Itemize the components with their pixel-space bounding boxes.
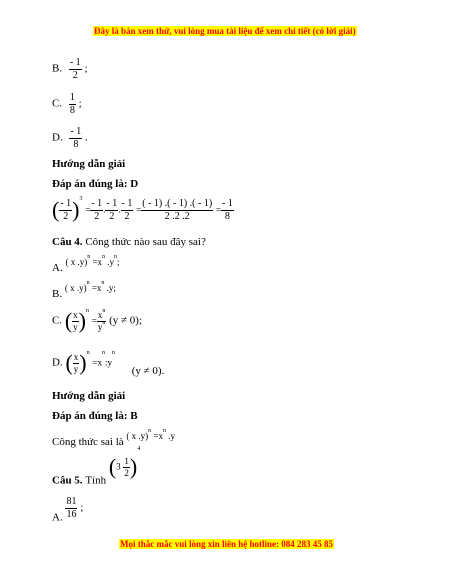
option-c — [52, 92, 82, 116]
exponent: n — [87, 254, 91, 260]
dot-operator: . — [103, 204, 106, 215]
var-y: y — [79, 257, 85, 267]
equals-sign: = — [153, 431, 159, 441]
numerator: 1 — [124, 456, 129, 467]
dot-operator: . — [107, 257, 110, 267]
question-5 — [52, 446, 141, 487]
dot-operator: . — [168, 431, 171, 441]
left-paren: ( — [64, 308, 73, 333]
q4-option-d — [52, 350, 165, 377]
numerator: - 1 — [106, 198, 118, 209]
denominator: 2 — [124, 467, 129, 478]
denominator — [97, 319, 107, 332]
exponent: n — [102, 308, 106, 315]
var-y: y — [140, 431, 146, 441]
solution-heading: Hướng dẫn giải — [52, 158, 126, 170]
denominator: 8 — [69, 104, 75, 116]
var-x: x — [158, 431, 163, 441]
question-4 — [52, 236, 206, 248]
denominator: 2 — [72, 69, 78, 81]
exponent: n — [148, 428, 152, 434]
question-label: Câu 5. — [52, 474, 83, 487]
punctuation: ; — [84, 62, 88, 75]
numerator: x — [73, 310, 78, 321]
exponent: n — [86, 308, 89, 314]
denominator: 2 — [63, 210, 69, 222]
var-x: x — [96, 283, 102, 293]
option-label: B. — [52, 62, 63, 75]
left-paren: ( — [65, 350, 73, 375]
var-x: x — [70, 257, 76, 267]
question-label: Câu 4. — [52, 236, 83, 248]
dot-operator: . — [138, 431, 141, 441]
q4-option-c — [52, 310, 142, 332]
option-label: B. — [52, 288, 63, 300]
numerator: x — [73, 352, 79, 363]
question-text: Công thức nào sau đây sai? — [85, 236, 206, 248]
var-x: x — [97, 310, 103, 321]
option-label: D. — [52, 356, 63, 369]
denominator: 16 — [66, 508, 77, 520]
equals-sign: = — [92, 257, 98, 267]
formula: ( x $.y)^n =x^n$ .y; — [64, 280, 116, 293]
equals-sign: = — [91, 283, 97, 293]
exponent: n — [102, 319, 106, 326]
exponent: n — [101, 280, 105, 286]
numerator: - 1 — [91, 198, 103, 209]
var-y: y — [109, 257, 115, 267]
fraction — [97, 310, 107, 332]
q4-option-a — [52, 256, 120, 274]
exponent: 3 — [79, 196, 83, 202]
condition: (y ≠ 0); — [109, 314, 142, 327]
denominator: 2 .2 .2 — [164, 210, 190, 222]
var-y: y — [108, 283, 114, 293]
option-label: A. — [52, 262, 63, 274]
option-label: C. — [52, 97, 63, 110]
whole-part: 3 — [116, 461, 121, 472]
fraction — [90, 198, 106, 222]
wrong-formula-text: Công thức sai là — [52, 436, 124, 448]
question-text: Tính — [85, 474, 107, 487]
formula: ( x $.y)^n =x^n$ $.y^n$; — [65, 254, 120, 267]
q5-option-a — [52, 496, 83, 524]
numerator: - 1 — [60, 198, 72, 209]
fraction — [59, 198, 72, 222]
fraction — [69, 92, 76, 116]
var-y: y — [97, 321, 103, 332]
fraction — [121, 198, 134, 222]
hotline-banner: Mọi thắc mắc vui lòng xin liên hệ hotline: 084 283 45 85 — [120, 539, 334, 549]
solution-heading: Hướng dẫn giải — [52, 390, 126, 402]
var-x: x — [97, 357, 102, 368]
option-b — [52, 57, 88, 81]
option-label: C. — [52, 314, 63, 327]
exponent: 4 — [137, 446, 141, 452]
right-paren: ) — [72, 197, 80, 222]
correct-answer: Đáp án đúng là: B — [52, 410, 138, 422]
numerator: - 1 — [70, 126, 82, 137]
numerator: 1 — [69, 92, 75, 103]
denominator: 2 — [124, 210, 130, 222]
equals-sign: = — [215, 204, 221, 215]
numerator: - 1 — [222, 198, 233, 209]
colon-operator: : — [104, 357, 108, 368]
preview-notice-banner: Đây là bản xem thử, vui lòng mua tài liệu để xem chi tiết (có lời giải) — [94, 26, 356, 36]
option-d — [52, 126, 88, 150]
condition: (y ≠ 0). — [131, 364, 165, 377]
denominator: 2 — [109, 210, 115, 222]
numerator: - 1 — [69, 57, 81, 68]
equals-sign: = — [91, 315, 97, 326]
equals-sign: = — [136, 204, 142, 215]
var-x: x — [70, 283, 75, 293]
numerator: 81 — [66, 496, 77, 507]
fraction — [69, 126, 82, 150]
var-y: y — [107, 357, 112, 368]
dot-operator: . — [76, 283, 80, 293]
left-paren: ( — [52, 197, 60, 222]
fraction — [105, 198, 121, 222]
numerator: - 1 — [121, 198, 133, 209]
correct-answer: Đáp án đúng là: D — [52, 178, 139, 190]
fraction — [141, 198, 213, 222]
equals-sign: = — [92, 357, 98, 368]
equals-sign: = — [85, 204, 91, 215]
fraction — [65, 496, 77, 520]
denominator: y — [73, 363, 79, 374]
punctuation: ; — [80, 501, 84, 514]
var-y: y — [79, 283, 84, 293]
solution-equation — [52, 198, 234, 222]
q4-option-b — [52, 282, 116, 300]
fraction — [69, 57, 82, 81]
left-paren: ( — [108, 454, 117, 479]
exponent: n — [111, 350, 115, 356]
formula: ( x $.y)^n =x^n$ .y — [126, 428, 175, 441]
var-x: x — [131, 431, 137, 441]
exponent: n — [101, 350, 105, 356]
fraction — [221, 198, 234, 222]
exponent: n — [86, 280, 90, 286]
var-y: y — [170, 431, 175, 441]
option-label: D. — [52, 131, 63, 144]
option-label: A. — [52, 511, 63, 524]
right-paren: ) — [78, 308, 86, 333]
denominator: y — [73, 321, 78, 332]
right-paren: ) — [129, 454, 138, 479]
wrong-formula-line — [52, 430, 175, 448]
exponent: n — [114, 254, 118, 260]
dot-operator: . — [106, 283, 109, 293]
exponent: n — [86, 350, 90, 356]
denominator: 2 — [94, 210, 100, 222]
punctuation: ; — [78, 97, 82, 110]
dot-operator: . — [77, 257, 80, 267]
exponent: n — [162, 428, 166, 434]
exponent: n — [102, 254, 106, 260]
right-paren: ) — [79, 350, 87, 375]
punctuation: . — [85, 131, 88, 144]
denominator: 8 — [224, 210, 230, 222]
var-x: x — [97, 257, 103, 267]
dot-operator: . — [118, 204, 121, 215]
denominator: 8 — [73, 138, 79, 150]
numerator: ( - 1) .( - 1) .( - 1) — [142, 198, 213, 209]
